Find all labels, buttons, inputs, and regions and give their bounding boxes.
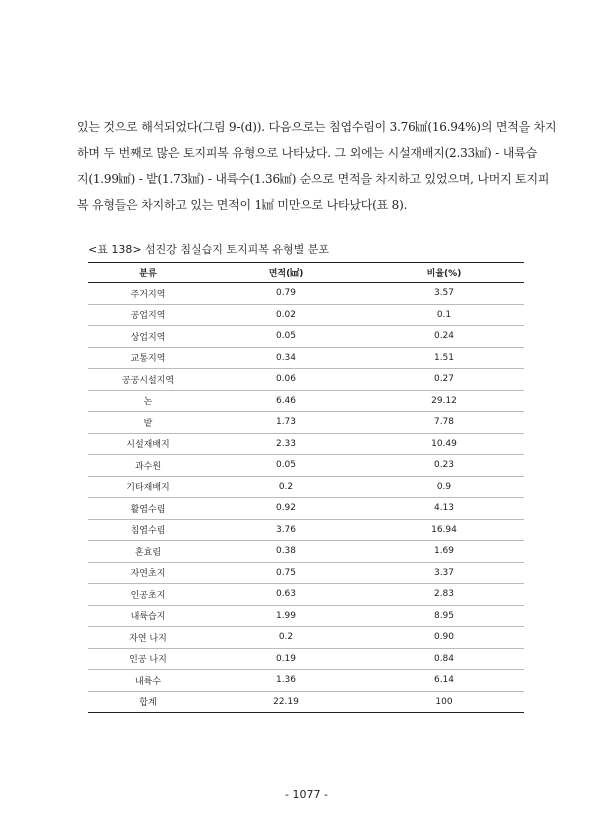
cell-category: 공공시설지역 bbox=[88, 369, 208, 391]
paragraph-line: 있는 것으로 해석되었다(그림 9-(d)). 다음으로는 침엽수림이 3.76㎢(16.94%)의 면적을 차지 bbox=[77, 120, 557, 134]
cell-area: 0.79 bbox=[208, 283, 364, 305]
cell-category: 공업지역 bbox=[88, 304, 208, 326]
cell-ratio: 3.37 bbox=[364, 562, 524, 584]
body-paragraph bbox=[77, 114, 557, 218]
cell-category: 기타재배지 bbox=[88, 476, 208, 498]
cell-area: 0.92 bbox=[208, 498, 364, 520]
paragraph-line: 지(1.99㎢) - 밭(1.73㎢) - 내륙수(1.36㎢) 순으로 면적을 차지하고 있었으며, 나머지 토지피 bbox=[77, 172, 550, 186]
table-row bbox=[88, 519, 524, 541]
cell-area: 1.36 bbox=[208, 670, 364, 692]
cell-ratio: 16.94 bbox=[364, 519, 524, 541]
cell-category: 상업지역 bbox=[88, 326, 208, 348]
cell-ratio: 2.83 bbox=[364, 584, 524, 606]
cell-area: 1.73 bbox=[208, 412, 364, 434]
cell-ratio: 7.78 bbox=[364, 412, 524, 434]
table-caption: <표 138> 섬진강 침실습지 토지피복 유형별 분포 bbox=[88, 243, 330, 256]
table-row bbox=[88, 369, 524, 391]
cell-category: 내륙습지 bbox=[88, 605, 208, 627]
cell-category: 주거지역 bbox=[88, 283, 208, 305]
paragraph-line: 하며 두 번째로 많은 토지피복 유형으로 나타났다. 그 외에는 시설재배지(2.33㎢) - 내륙습 bbox=[77, 146, 537, 160]
table-row bbox=[88, 326, 524, 348]
cell-category: 과수원 bbox=[88, 455, 208, 477]
cell-ratio: 0.90 bbox=[364, 627, 524, 649]
table-row bbox=[88, 584, 524, 606]
cell-category: 인공초지 bbox=[88, 584, 208, 606]
cell-category: 합계 bbox=[88, 691, 208, 713]
cell-ratio: 10.49 bbox=[364, 433, 524, 455]
cell-ratio: 0.27 bbox=[364, 369, 524, 391]
cell-category: 침엽수림 bbox=[88, 519, 208, 541]
cell-category: 인공 나지 bbox=[88, 648, 208, 670]
cell-area: 3.76 bbox=[208, 519, 364, 541]
table-row bbox=[88, 605, 524, 627]
cell-category: 내륙수 bbox=[88, 670, 208, 692]
table-row bbox=[88, 627, 524, 649]
cell-category: 밭 bbox=[88, 412, 208, 434]
cell-ratio: 8.95 bbox=[364, 605, 524, 627]
cell-area: 0.63 bbox=[208, 584, 364, 606]
paragraph-line: 복 유형들은 차지하고 있는 면적이 1㎢ 미만으로 나타났다(표 8). bbox=[77, 198, 408, 212]
cell-area: 0.06 bbox=[208, 369, 364, 391]
cell-area: 0.2 bbox=[208, 627, 364, 649]
land-cover-table bbox=[88, 262, 524, 713]
cell-area: 0.05 bbox=[208, 326, 364, 348]
table-row bbox=[88, 541, 524, 563]
header-ratio: 비율(%) bbox=[364, 263, 524, 283]
table-row bbox=[88, 455, 524, 477]
cell-ratio: 6.14 bbox=[364, 670, 524, 692]
cell-category: 자연초지 bbox=[88, 562, 208, 584]
cell-area: 0.05 bbox=[208, 455, 364, 477]
table-row bbox=[88, 691, 524, 713]
cell-ratio: 29.12 bbox=[364, 390, 524, 412]
table-row bbox=[88, 498, 524, 520]
table-row bbox=[88, 562, 524, 584]
cell-area: 6.46 bbox=[208, 390, 364, 412]
table-header-row bbox=[88, 263, 524, 283]
cell-area: 2.33 bbox=[208, 433, 364, 455]
cell-area: 0.75 bbox=[208, 562, 364, 584]
cell-ratio: 1.69 bbox=[364, 541, 524, 563]
cell-ratio: 0.9 bbox=[364, 476, 524, 498]
cell-ratio: 0.24 bbox=[364, 326, 524, 348]
cell-area: 0.19 bbox=[208, 648, 364, 670]
cell-area: 1.99 bbox=[208, 605, 364, 627]
table-row bbox=[88, 433, 524, 455]
table-row bbox=[88, 648, 524, 670]
cell-ratio: 100 bbox=[364, 691, 524, 713]
table-row bbox=[88, 304, 524, 326]
cell-ratio: 0.23 bbox=[364, 455, 524, 477]
cell-category: 활엽수림 bbox=[88, 498, 208, 520]
cell-area: 0.38 bbox=[208, 541, 364, 563]
table-row bbox=[88, 476, 524, 498]
cell-area: 0.2 bbox=[208, 476, 364, 498]
cell-area: 0.34 bbox=[208, 347, 364, 369]
cell-ratio: 0.1 bbox=[364, 304, 524, 326]
table-row bbox=[88, 412, 524, 434]
table-row bbox=[88, 670, 524, 692]
table-row bbox=[88, 347, 524, 369]
cell-area: 0.02 bbox=[208, 304, 364, 326]
header-category: 분류 bbox=[88, 263, 208, 283]
cell-category: 자연 나지 bbox=[88, 627, 208, 649]
cell-category: 혼효림 bbox=[88, 541, 208, 563]
cell-ratio: 4.13 bbox=[364, 498, 524, 520]
table-row bbox=[88, 390, 524, 412]
cell-ratio: 3.57 bbox=[364, 283, 524, 305]
page-number: - 1077 - bbox=[285, 788, 328, 801]
cell-ratio: 0.84 bbox=[364, 648, 524, 670]
cell-category: 교통지역 bbox=[88, 347, 208, 369]
table-row bbox=[88, 283, 524, 305]
cell-category: 논 bbox=[88, 390, 208, 412]
cell-ratio: 1.51 bbox=[364, 347, 524, 369]
header-area: 면적(㎢) bbox=[208, 263, 364, 283]
cell-category: 시설재배지 bbox=[88, 433, 208, 455]
cell-area: 22.19 bbox=[208, 691, 364, 713]
